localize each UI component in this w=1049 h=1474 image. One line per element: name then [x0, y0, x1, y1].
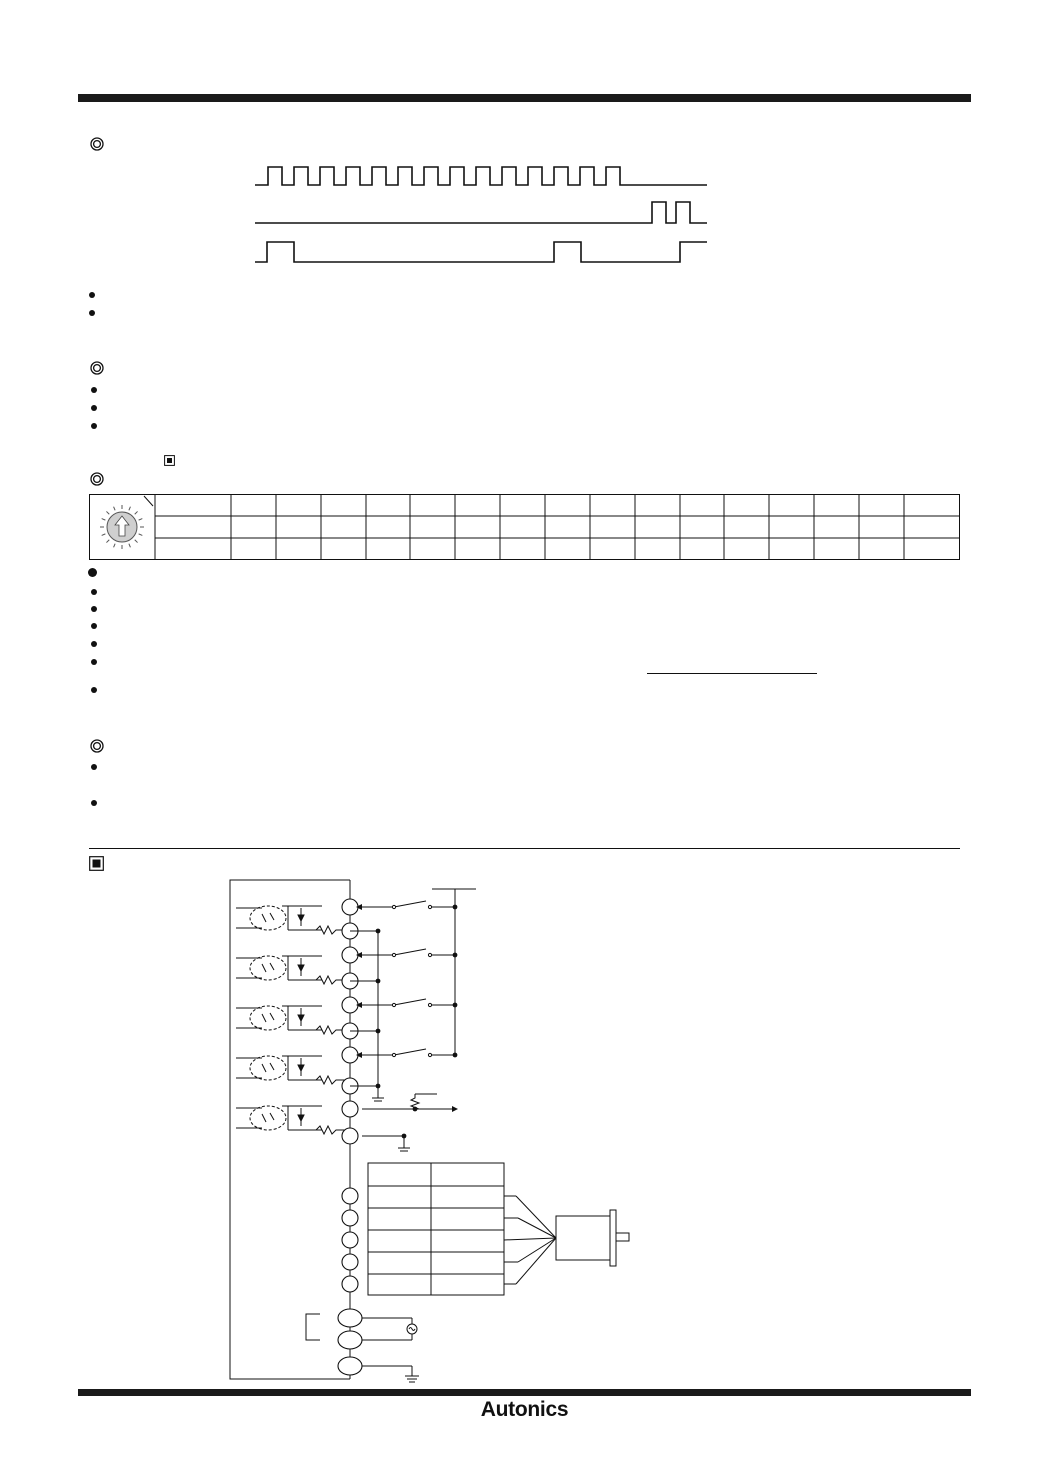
terminal: [342, 947, 358, 963]
terminal: [342, 997, 358, 1013]
terminal: [342, 1128, 358, 1144]
terminal: [342, 1047, 358, 1063]
terminal: [342, 1254, 358, 1270]
list-bullet: [88, 568, 97, 577]
list-bullet: [91, 659, 97, 665]
list-bullet: [91, 405, 97, 411]
list-bullet: [89, 310, 95, 316]
list-bullet: [91, 606, 97, 612]
optocoupler: [236, 906, 350, 934]
list-bullet: [91, 764, 97, 770]
optocoupler: [236, 956, 350, 984]
optocoupler: [236, 1106, 350, 1134]
header-rule: [78, 94, 971, 102]
terminal: [342, 899, 358, 915]
list-bullet: [91, 589, 97, 595]
list-bullet: [91, 641, 97, 647]
list-bullet: [91, 423, 97, 429]
pulse-train-a: [255, 167, 707, 185]
optocoupler: [236, 1056, 350, 1084]
list-bullet: [91, 623, 97, 629]
timing-diagram: [250, 155, 720, 270]
power-terminal: [338, 1357, 362, 1375]
terminal: [342, 1188, 358, 1204]
double-circle-icon: [90, 361, 104, 375]
terminal: [342, 1232, 358, 1248]
double-circle-icon: [90, 472, 104, 486]
pulse-train-b: [255, 202, 707, 223]
square-marker-icon: [164, 455, 175, 466]
underline-rule: [647, 673, 817, 674]
wiring-diagram: [226, 876, 646, 1386]
double-circle-icon: [90, 137, 104, 151]
power-terminal: [338, 1331, 362, 1349]
list-bullet: [91, 800, 97, 806]
square-marker-icon: [89, 856, 104, 871]
brand-logo: Autonics: [480, 1398, 569, 1421]
optocoupler: [236, 1006, 350, 1034]
pulse-train-c: [255, 242, 707, 262]
footer-rule: [78, 1389, 971, 1396]
list-bullet: [89, 292, 95, 298]
terminal: [342, 1276, 358, 1292]
power-terminal: [338, 1309, 362, 1327]
rotary-switch-icon: [100, 496, 153, 549]
terminal: [342, 1210, 358, 1226]
list-bullet: [91, 687, 97, 693]
section-divider: [89, 848, 960, 849]
list-bullet: [91, 387, 97, 393]
switch-settings-table: [89, 494, 960, 560]
double-circle-icon: [90, 739, 104, 753]
terminal: [342, 1101, 358, 1117]
